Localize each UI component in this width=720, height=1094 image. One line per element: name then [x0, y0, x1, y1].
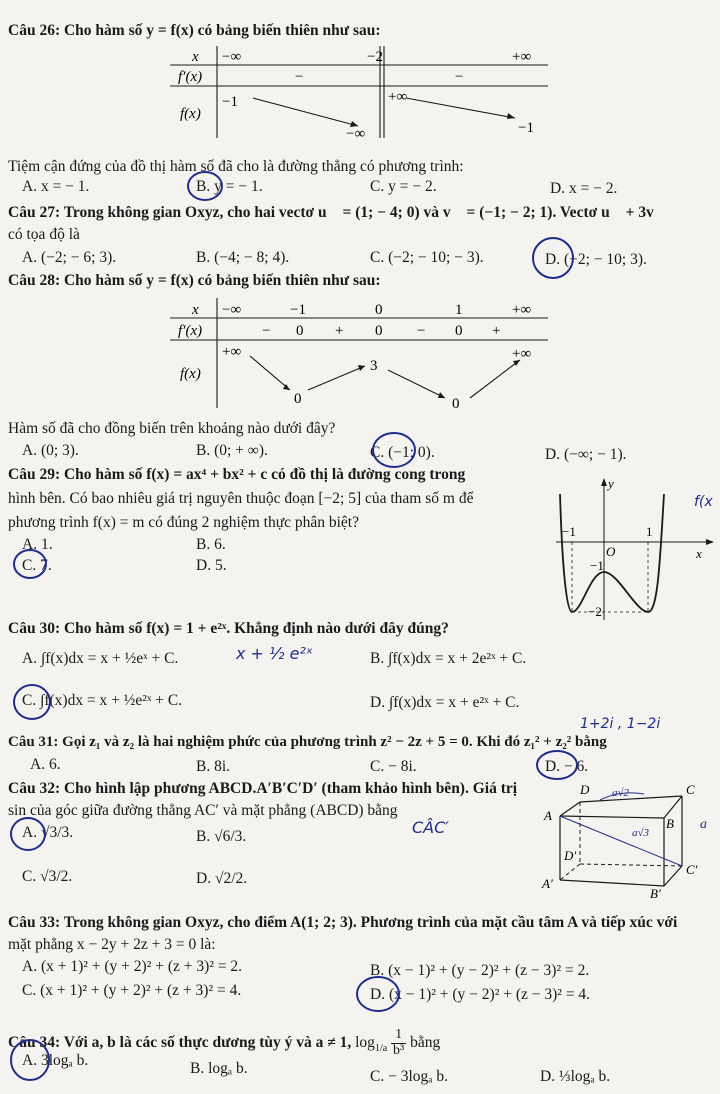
q30-option-a[interactable]: A. ∫f(x)dx = x + ½eˣ + C. — [22, 650, 179, 667]
q28-x-val-4: 1 — [455, 302, 463, 318]
q30-hand-note: x + ½ e²ˣ — [236, 644, 313, 663]
q34-option-c[interactable]: C. − 3logₐ b. — [370, 1068, 448, 1085]
q29-graph — [548, 470, 718, 626]
q32-label-a: A — [544, 808, 552, 823]
q32-option-b[interactable]: B. √6/3. — [196, 828, 247, 845]
q31-stem: Câu 31: Gọi z₁ và z₂ là hai nghiệm phức của phương trình z² − 2z + 5 = 0. Khi đó z₁² + z₂² bằng — [8, 734, 607, 750]
q26-x-val-3: +∞ — [512, 49, 532, 65]
q26-option-d[interactable]: D. x = − 2. — [550, 180, 618, 197]
q28-fp-sign-7: + — [492, 323, 501, 339]
q29-line-3: phương trình f(x) = m có đúng 2 nghiệm thực phân biệt? — [8, 514, 359, 531]
q29-line-1: Câu 29: Cho hàm số f(x) = ax⁴ + bx² + c có đồ thị là đường cong trong — [8, 466, 466, 483]
q32-label-c1: C′ — [686, 862, 698, 877]
q31-hand-note: 1+2i , 1−2i — [580, 716, 661, 732]
q28-x-label: x — [192, 302, 199, 318]
q28-f-label: f(x) — [180, 366, 201, 382]
q28-option-c[interactable]: C. (−1; 0). — [370, 444, 435, 461]
q29-option-a[interactable]: A. 1. — [22, 536, 53, 553]
q34-option-b[interactable]: B. logₐ b. — [190, 1060, 248, 1077]
q26-f-val-3: +∞ — [388, 89, 408, 105]
q26-x-label: x — [192, 49, 199, 65]
q33-option-c[interactable]: C. (x + 1)² + (y + 2)² + (z + 3)² = 4. — [22, 982, 242, 999]
q26-fp-sign-1: − — [295, 69, 304, 85]
q30-option-b[interactable]: B. ∫f(x)dx = x + 2e²ˣ + C. — [370, 650, 527, 667]
q32-cube-figure — [540, 780, 720, 900]
q26-x-val-1: −∞ — [222, 49, 242, 65]
q27-option-a[interactable]: A. (−2; − 6; 3). — [22, 249, 117, 266]
q29-x-label: x — [696, 546, 702, 561]
q32-option-c[interactable]: C. √3/2. — [22, 868, 73, 885]
q26-question: Tiệm cận đứng của đồ thị hàm số đã cho là đường thẳng có phương trình: — [8, 158, 464, 175]
q32-label-d1: D′ — [564, 848, 577, 863]
q28-stem: Câu 28: Cho hàm số y = f(x) có bảng biến thiên như sau: — [8, 272, 381, 289]
q32-label-b: B — [666, 816, 674, 831]
q32-option-a[interactable]: A. √3/3. — [22, 824, 74, 841]
q27-stem: Câu 27: Trong không gian Oxyz, cho hai vectơ u⃗ = (1; − 4; 0) và v⃗ = (−1; − 2; 1). Vectơ u⃗ + 3v⃗ — [8, 204, 666, 221]
q32-hand-ar2: a√2 — [612, 787, 630, 799]
q26-x-val-2: −2 — [367, 49, 383, 65]
q33-option-a[interactable]: A. (x + 1)² + (y + 2)² + (z + 3)² = 2. — [22, 958, 243, 975]
q32-hand-a: a — [700, 817, 707, 832]
q28-x-val-2: −1 — [290, 302, 306, 318]
q32-label-c: C — [686, 782, 695, 797]
q29-option-b[interactable]: B. 6. — [196, 536, 226, 553]
q29-xm1-label: −1 — [562, 524, 576, 539]
q26-variation-table — [170, 46, 550, 140]
q31-option-c[interactable]: C. − 8i. — [370, 758, 417, 775]
q33-line-1: Câu 33: Trong không gian Oxyz, cho điểm A(1; 2; 3). Phương trình của mặt cầu tâm A và tiếp xúc với — [8, 914, 678, 931]
q28-f-val-1: +∞ — [222, 344, 242, 360]
q26-stem: Câu 26: Cho hàm số y = f(x) có bảng biến thiên như sau: — [8, 22, 381, 39]
q28-f-val-3: 3 — [370, 358, 378, 374]
q31-option-a[interactable]: A. 6. — [30, 756, 61, 773]
q33-line-2: mặt phẳng x − 2y + 2z + 3 = 0 là: — [8, 936, 216, 953]
q34-option-a[interactable]: A. 3logₐ b. — [22, 1052, 89, 1069]
q29-y-label: y — [608, 476, 614, 491]
q28-x-val-1: −∞ — [222, 302, 242, 318]
q28-fp-sign-1: − — [262, 323, 271, 339]
q27-option-d[interactable]: D. (−2; − 10; 3). — [545, 251, 647, 268]
q28-fp-sign-3: + — [335, 323, 344, 339]
q29-ym1-label: −1 — [590, 558, 604, 573]
q26-option-a[interactable]: A. x = − 1. — [22, 178, 90, 195]
q33-option-b[interactable]: B. (x − 1)² + (y − 2)² + (z − 3)² = 2. — [370, 962, 590, 979]
q32-label-a1: A′ — [542, 876, 553, 891]
q33-option-d[interactable]: D. (x − 1)² + (y − 2)² + (z − 3)² = 4. — [370, 986, 591, 1003]
q32-line-1: Câu 32: Cho hình lập phương ABCD.A′B′C′D′ (tham khảo hình bên). Giá trị — [8, 780, 518, 797]
q29-option-d[interactable]: D. 5. — [196, 557, 227, 574]
q29-ym2-label: −2 — [588, 604, 602, 619]
q30-stem: Câu 30: Cho hàm số f(x) = 1 + e²ˣ. Khẳng định nào dưới đây đúng? — [8, 620, 449, 637]
q28-fp-sign-5: − — [417, 323, 426, 339]
q28-x-val-3: 0 — [375, 302, 383, 318]
q29-hand-note: f(x — [694, 494, 713, 510]
q28-fp-sign-4: 0 — [375, 323, 383, 339]
q26-f-val-2: −∞ — [346, 126, 366, 140]
q32-line-2: sin của góc giữa đường thẳng AC′ và mặt phẳng (ABCD) bằng — [8, 802, 398, 819]
q26-fp-sign-2: − — [455, 69, 464, 85]
q27-stem-2: có tọa độ là — [8, 226, 80, 243]
q28-fp-sign-6: 0 — [455, 323, 463, 339]
q28-f-val-2: 0 — [294, 391, 302, 407]
q32-label-d: D — [580, 782, 590, 797]
q28-variation-table — [170, 298, 550, 410]
q32-label-b1: B′ — [650, 886, 661, 900]
q28-option-d[interactable]: D. (−∞; − 1). — [545, 446, 627, 463]
q28-f-val-4: 0 — [452, 396, 460, 410]
q32-hand-note: CÂC′ — [412, 818, 449, 837]
q26-f-val-1: −1 — [222, 94, 238, 110]
q26-option-b[interactable]: B. y = − 1. — [196, 178, 263, 195]
q32-option-d[interactable]: D. √2/2. — [196, 870, 248, 887]
q28-f-val-5: +∞ — [512, 346, 532, 362]
q34-option-d[interactable]: D. ⅓logₐ b. — [540, 1068, 611, 1085]
q34-stem: Câu 34: Với a, b là các số thực dương tùy ý và a ≠ 1, $\log_{1/a}$ $\frac{1}{\text{b³}}$ bằng — [8, 1027, 441, 1058]
q30-option-c[interactable]: C. ∫f(x)dx = x + ½e²ˣ + C. — [22, 692, 183, 709]
q27-option-b[interactable]: B. (−4; − 8; 4). — [196, 249, 290, 266]
q28-option-a[interactable]: A. (0; 3). — [22, 442, 79, 459]
q29-origin-label: O — [606, 544, 616, 559]
q29-option-c[interactable]: C. 7. — [22, 557, 52, 574]
q26-fp-label: f′(x) — [178, 69, 203, 85]
q30-option-d[interactable]: D. ∫f(x)dx = x + e²ˣ + C. — [370, 694, 520, 711]
q26-f-label: f(x) — [180, 106, 201, 122]
q28-option-b[interactable]: B. (0; + ∞). — [196, 442, 268, 459]
q26-f-val-4: −1 — [518, 120, 534, 136]
q26-option-c[interactable]: C. y = − 2. — [370, 178, 437, 195]
q28-fp-label: f′(x) — [178, 323, 203, 339]
q29-line-2: hình bên. Có bao nhiêu giá trị nguyên thuộc đoạn [−2; 5] của tham số m để — [8, 490, 474, 507]
q29-xp1-label: 1 — [646, 524, 653, 539]
q28-fp-sign-2: 0 — [296, 323, 304, 339]
q28-x-val-5: +∞ — [512, 302, 532, 318]
q28-question: Hàm số đã cho đồng biến trên khoảng nào dưới đây? — [8, 420, 336, 437]
q27-option-c[interactable]: C. (−2; − 10; − 3). — [370, 249, 484, 266]
q32-hand-ar3: a√3 — [632, 827, 650, 839]
q31-option-b[interactable]: B. 8i. — [196, 758, 231, 775]
q31-option-d[interactable]: D. − 6. — [545, 758, 589, 775]
